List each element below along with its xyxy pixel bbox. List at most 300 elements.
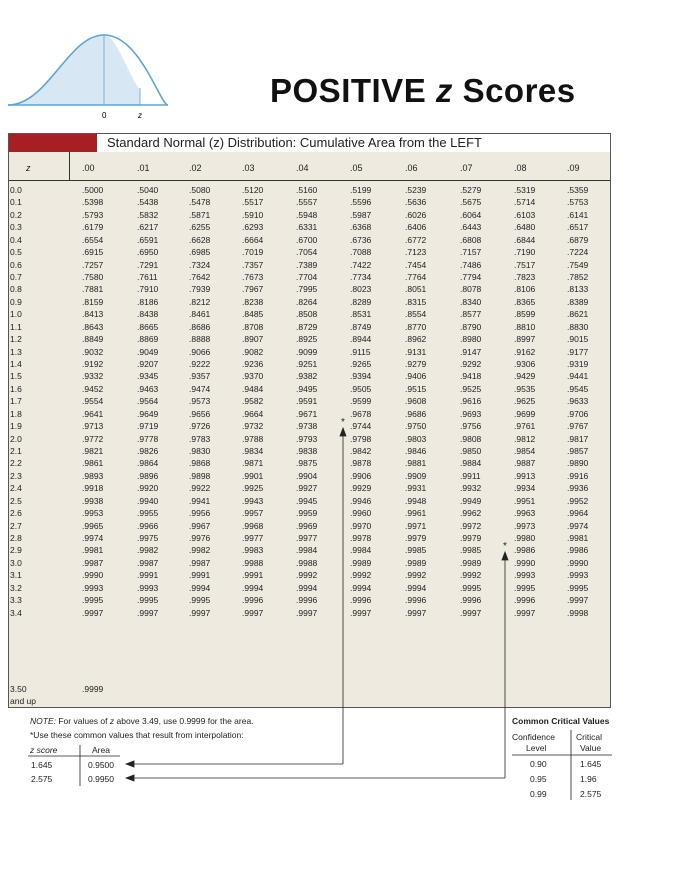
- table-cell: .9982: [189, 545, 211, 555]
- table-cell: .9980: [514, 533, 536, 543]
- table-cell: .9633: [567, 396, 589, 406]
- table-cell: .8508: [296, 309, 318, 319]
- table-cell: .9854: [514, 446, 536, 456]
- table-cell: .9332: [82, 371, 104, 381]
- table-cell: .9732: [242, 421, 264, 431]
- table-cell: .7054: [296, 247, 318, 257]
- table-cell: .9918: [82, 483, 104, 493]
- interp-area-2: 0.9950: [88, 774, 114, 784]
- table-cell: .5910: [242, 210, 264, 220]
- table-cell: .9582: [242, 396, 264, 406]
- critical-col2-b: Value: [580, 743, 602, 753]
- table-cell: .9996: [350, 595, 372, 605]
- table-cell: .9997: [405, 608, 427, 618]
- z-score-header: z score: [30, 745, 58, 755]
- table-cell: .9984: [296, 545, 318, 555]
- table-cell: .9929: [350, 483, 372, 493]
- table-cell: .9988: [296, 558, 318, 568]
- table-cell: .9049: [137, 347, 159, 357]
- table-cell: .9306: [514, 359, 536, 369]
- last-row-z-suffix: and up: [10, 696, 36, 706]
- table-cell: .9726: [189, 421, 211, 431]
- table-cell: .9984: [350, 545, 372, 555]
- table-cell: .9995: [189, 595, 211, 605]
- table-cell: .5438: [137, 197, 159, 207]
- table-cell: .9994: [350, 583, 372, 593]
- table-cell: .9991: [137, 570, 159, 580]
- table-cell: .8133: [567, 284, 589, 294]
- table-cell: .9826: [137, 446, 159, 456]
- table-cell: .9963: [514, 508, 536, 518]
- table-cell: .5080: [189, 185, 211, 195]
- table-cell: .6844: [514, 235, 536, 245]
- row-z-value: 0.2: [10, 210, 22, 220]
- table-cell: .9772: [82, 434, 104, 444]
- table-cell: .7517: [514, 260, 536, 270]
- table-cell: .8980: [460, 334, 482, 344]
- table-cell: .9989: [405, 558, 427, 568]
- table-cell: .6255: [189, 222, 211, 232]
- table-cell: .6179: [82, 222, 104, 232]
- table-cell: .8810: [514, 322, 536, 332]
- table-cell: .8106: [514, 284, 536, 294]
- table-cell: .6517: [567, 222, 589, 232]
- table-cell: .9961: [405, 508, 427, 518]
- critical-level-2: 0.95: [530, 774, 547, 784]
- table-cell: .9997: [189, 608, 211, 618]
- table-cell: .9906: [350, 471, 372, 481]
- table-cell: .9974: [567, 521, 589, 531]
- table-cell: .9671: [296, 409, 318, 419]
- table-cell: .9955: [137, 508, 159, 518]
- table-cell: .9994: [242, 583, 264, 593]
- title-prefix: POSITIVE: [270, 72, 427, 109]
- interp-note: *Use these common values that result from interpolation:: [30, 730, 244, 740]
- table-cell: .9904: [296, 471, 318, 481]
- table-cell: .9686: [405, 409, 427, 419]
- table-cell: .7734: [350, 272, 372, 282]
- column-header: .01: [137, 163, 150, 173]
- row-z-value: 2.0: [10, 434, 22, 444]
- table-cell: .6443: [460, 222, 482, 232]
- table-cell: .9719: [137, 421, 159, 431]
- table-cell: .9992: [460, 570, 482, 580]
- critical-col1-b: Level: [526, 743, 547, 753]
- arrow-2-head-up: [502, 552, 508, 560]
- row-z-value: 3.2: [10, 583, 22, 593]
- table-cell: .8729: [296, 322, 318, 332]
- table-cell: .9783: [189, 434, 211, 444]
- table-cell: .7019: [242, 247, 264, 257]
- table-cell: .9953: [82, 508, 104, 518]
- row-z-value: 1.1: [10, 322, 22, 332]
- table-cell: .9952: [567, 496, 589, 506]
- table-cell: .9265: [350, 359, 372, 369]
- table-cell: .7642: [189, 272, 211, 282]
- table-cell: .5359: [567, 185, 589, 195]
- table-cell: .6736: [350, 235, 372, 245]
- table-cell: .5120: [242, 185, 264, 195]
- critical-col1-a: Confidence: [512, 732, 556, 742]
- table-cell: .7673: [242, 272, 264, 282]
- table-cell: .9871: [242, 458, 264, 468]
- table-cell: .9878: [350, 458, 372, 468]
- row-z-value: 0.7: [10, 272, 22, 282]
- table-cell: .9738: [296, 421, 318, 431]
- table-cell: .8686: [189, 322, 211, 332]
- table-cell: .8078: [460, 284, 482, 294]
- table-cell: .9979: [405, 533, 427, 543]
- table-cell: .9808: [460, 434, 482, 444]
- table-cell: .5279: [460, 185, 482, 195]
- table-cell: .9957: [242, 508, 264, 518]
- table-cell: .8289: [350, 297, 372, 307]
- table-cell: .9946: [350, 496, 372, 506]
- row-z-value: 0.0: [10, 185, 22, 195]
- table-cell: .9995: [137, 595, 159, 605]
- table-cell: .9608: [405, 396, 427, 406]
- row-z-value: 1.8: [10, 409, 22, 419]
- table-cell: .5948: [296, 210, 318, 220]
- table-cell: .9838: [296, 446, 318, 456]
- table-cell: .6879: [567, 235, 589, 245]
- table-cell: .9993: [514, 570, 536, 580]
- table-cell: .8665: [137, 322, 159, 332]
- last-row-value: .9999: [82, 684, 104, 694]
- table-cell: .9982: [137, 545, 159, 555]
- table-cell: .6664: [242, 235, 264, 245]
- table-cell: .9441: [567, 371, 589, 381]
- table-cell: .8365: [514, 297, 536, 307]
- table-cell: .9830: [189, 446, 211, 456]
- table-cell: .8438: [137, 309, 159, 319]
- row-z-value: 2.1: [10, 446, 22, 456]
- note-label: NOTE:: [30, 716, 56, 726]
- table-cell: .9573: [189, 396, 211, 406]
- table-cell: .7088: [350, 247, 372, 257]
- table-cell: .9207: [137, 359, 159, 369]
- critical-level-1: 0.90: [530, 759, 547, 769]
- table-cell: .9545: [567, 384, 589, 394]
- table-cell: .9991: [189, 570, 211, 580]
- table-cell: .9554: [82, 396, 104, 406]
- table-cell: .9997: [296, 608, 318, 618]
- row-z-value: 3.0: [10, 558, 22, 568]
- column-header: .03: [242, 163, 255, 173]
- table-cell: .9979: [460, 533, 482, 543]
- table-cell: .9962: [460, 508, 482, 518]
- table-cell: .8186: [137, 297, 159, 307]
- table-cell: .9995: [460, 583, 482, 593]
- table-cell: .9251: [296, 359, 318, 369]
- table-cell: .9990: [82, 570, 104, 580]
- table-cell: .7794: [460, 272, 482, 282]
- title-z: z: [435, 72, 453, 109]
- table-cell: .9756: [460, 421, 482, 431]
- table-cell: .9656: [189, 409, 211, 419]
- table-cell: .8790: [460, 322, 482, 332]
- table-cell: .8238: [242, 297, 264, 307]
- column-header: .06: [405, 163, 418, 173]
- row-z-value: 3.4: [10, 608, 22, 618]
- table-cell: .9951: [514, 496, 536, 506]
- row-z-value: 2.9: [10, 545, 22, 555]
- table-cell: .9803: [405, 434, 427, 444]
- column-header: .08: [514, 163, 527, 173]
- table-cell: .5040: [137, 185, 159, 195]
- last-row-z: 3.50: [10, 684, 27, 694]
- table-cell: .8051: [405, 284, 427, 294]
- table-cell: .9974: [82, 533, 104, 543]
- table-cell: .7324: [189, 260, 211, 270]
- table-cell: .6591: [137, 235, 159, 245]
- table-cell: .8531: [350, 309, 372, 319]
- table-cell: .8212: [189, 297, 211, 307]
- table-cell: .6331: [296, 222, 318, 232]
- table-cell: .6772: [405, 235, 427, 245]
- table-cell: .9994: [296, 583, 318, 593]
- table-cell: .9987: [137, 558, 159, 568]
- table-cell: .9990: [567, 558, 589, 568]
- table-cell: .9932: [460, 483, 482, 493]
- table-cell: .6103: [514, 210, 536, 220]
- table-cell: .9279: [405, 359, 427, 369]
- table-cell: .5000: [82, 185, 104, 195]
- table-cell: .9406: [405, 371, 427, 381]
- table-cell: .9699: [514, 409, 536, 419]
- table-cell: .8577: [460, 309, 482, 319]
- row-z-value: 1.5: [10, 371, 22, 381]
- title-suffix: Scores: [462, 72, 576, 109]
- table-cell: .9788: [242, 434, 264, 444]
- table-cell: .8944: [350, 334, 372, 344]
- table-cell: .9115: [350, 347, 371, 357]
- table-cell: .8023: [350, 284, 372, 294]
- table-cell: .9987: [189, 558, 211, 568]
- table-cell: .9616: [460, 396, 482, 406]
- table-cell: .8461: [189, 309, 211, 319]
- table-cell: .9916: [567, 471, 589, 481]
- table-cell: .9993: [137, 583, 159, 593]
- table-cell: .9940: [137, 496, 159, 506]
- table-cell: .9964: [567, 508, 589, 518]
- table-cell: .9922: [189, 483, 211, 493]
- table-cell: .9192: [82, 359, 104, 369]
- table-cell: .8621: [567, 309, 589, 319]
- table-cell: .7910: [137, 284, 159, 294]
- table-cell: .9898: [189, 471, 211, 481]
- table-cell: .8770: [405, 322, 427, 332]
- table-cell: .9934: [514, 483, 536, 493]
- row-z-value: 2.5: [10, 496, 22, 506]
- note-text-b: above 3.49, use 0.9999 for the area.: [116, 716, 254, 726]
- table-cell: .5239: [405, 185, 427, 195]
- table-cell: .8159: [82, 297, 104, 307]
- table-cell: .7939: [189, 284, 211, 294]
- table-cell: .9945: [296, 496, 318, 506]
- table-cell: .9881: [405, 458, 427, 468]
- column-header: .00: [82, 163, 95, 173]
- table-cell: .9857: [567, 446, 589, 456]
- table-cell: .5871: [189, 210, 211, 220]
- table-cell: .9996: [514, 595, 536, 605]
- interp-star-2: *: [503, 541, 507, 552]
- row-z-value: 2.4: [10, 483, 22, 493]
- table-cell: .7422: [350, 260, 372, 270]
- table-cell: .9977: [242, 533, 264, 543]
- table-cell: .9429: [514, 371, 536, 381]
- table-cell: .8708: [242, 322, 264, 332]
- table-cell: .9345: [137, 371, 159, 381]
- table-cell: .9975: [137, 533, 159, 543]
- table-cell: .8485: [242, 309, 264, 319]
- table-cell: .5160: [296, 185, 318, 195]
- critical-value-1: 1.645: [580, 759, 602, 769]
- table-cell: .9997: [242, 608, 264, 618]
- table-cell: .9941: [189, 496, 211, 506]
- table-cell: .7995: [296, 284, 318, 294]
- table-cell: .9750: [405, 421, 427, 431]
- table-cell: .9452: [82, 384, 104, 394]
- interp-z-1: 1.645: [31, 760, 53, 770]
- table-cell: .9778: [137, 434, 159, 444]
- row-z-value: 1.9: [10, 421, 22, 431]
- table-cell: .7704: [296, 272, 318, 282]
- table-cell: .9767: [567, 421, 589, 431]
- table-cell: .9798: [350, 434, 372, 444]
- row-z-value: 0.3: [10, 222, 22, 232]
- table-cell: .6985: [189, 247, 211, 257]
- table-cell: .9949: [460, 496, 482, 506]
- critical-value-2: 1.96: [580, 774, 597, 784]
- table-cell: .9890: [567, 458, 589, 468]
- table-cell: .9909: [405, 471, 427, 481]
- table-cell: .9177: [567, 347, 589, 357]
- table-cell: .7224: [567, 247, 589, 257]
- table-cell: .8830: [567, 322, 589, 332]
- table-cell: .9985: [460, 545, 482, 555]
- table-cell: .9977: [296, 533, 318, 543]
- table-cell: .9357: [189, 371, 211, 381]
- table-cell: .9993: [567, 570, 589, 580]
- table-cell: .9032: [82, 347, 104, 357]
- row-z-value: 3.1: [10, 570, 22, 580]
- critical-level-3: 0.99: [530, 789, 547, 799]
- table-cell: .9978: [350, 533, 372, 543]
- table-cell: .9505: [350, 384, 372, 394]
- table-cell: .8888: [189, 334, 211, 344]
- table-cell: .9997: [82, 608, 104, 618]
- table-cell: .9948: [405, 496, 427, 506]
- table-cell: .6700: [296, 235, 318, 245]
- table-cell: .9864: [137, 458, 159, 468]
- table-cell: .9236: [242, 359, 264, 369]
- table-cell: .9996: [296, 595, 318, 605]
- table-cell: .5596: [350, 197, 372, 207]
- table-cell: .7852: [567, 272, 589, 282]
- table-cell: .5675: [460, 197, 482, 207]
- row-z-value: 0.8: [10, 284, 22, 294]
- table-cell: .9641: [82, 409, 104, 419]
- row-z-value: 0.9: [10, 297, 22, 307]
- table-cell: .9599: [350, 396, 372, 406]
- table-cell: .9761: [514, 421, 536, 431]
- table-cell: .8925: [296, 334, 318, 344]
- table-cell: .9525: [460, 384, 482, 394]
- arrow-1-head-up: [340, 428, 346, 436]
- table-cell: .9936: [567, 483, 589, 493]
- table-cell: .9998: [567, 608, 589, 618]
- table-cell: .9965: [82, 521, 104, 531]
- table-cell: .6141: [567, 210, 589, 220]
- table-cell: .9994: [405, 583, 427, 593]
- table-cell: .9996: [460, 595, 482, 605]
- table-cell: .9564: [137, 396, 159, 406]
- table-cell: .9943: [242, 496, 264, 506]
- table-cell: .9993: [82, 583, 104, 593]
- table-cell: .9969: [296, 521, 318, 531]
- table-cell: .9996: [405, 595, 427, 605]
- table-cell: .8554: [405, 309, 427, 319]
- table-cell: .7357: [242, 260, 264, 270]
- table-cell: .5517: [242, 197, 264, 207]
- table-cell: .9664: [242, 409, 264, 419]
- table-cell: .9989: [350, 558, 372, 568]
- table-cell: .9099: [296, 347, 318, 357]
- table-cell: .9959: [296, 508, 318, 518]
- row-z-value: 1.2: [10, 334, 22, 344]
- row-z-value: 0.4: [10, 235, 22, 245]
- table-cell: .9970: [350, 521, 372, 531]
- table-cell: .9971: [405, 521, 427, 531]
- row-z-value: 0.1: [10, 197, 22, 207]
- table-cell: .9956: [189, 508, 211, 518]
- table-cell: .5636: [405, 197, 427, 207]
- table-cell: .9967: [189, 521, 211, 531]
- table-cell: .7611: [137, 272, 158, 282]
- table-cell: .5714: [514, 197, 536, 207]
- table-cell: .9821: [82, 446, 104, 456]
- row-z-value: 3.3: [10, 595, 22, 605]
- table-cell: .9319: [567, 359, 589, 369]
- table-cell: .6808: [460, 235, 482, 245]
- table-cell: .7123: [405, 247, 427, 257]
- table-cell: .9292: [460, 359, 482, 369]
- table-cell: .6628: [189, 235, 211, 245]
- table-cell: .9713: [82, 421, 104, 431]
- table-cell: .5832: [137, 210, 159, 220]
- table-cell: .7486: [460, 260, 482, 270]
- table-cell: .9968: [242, 521, 264, 531]
- table-cell: .9938: [82, 496, 104, 506]
- column-header: .09: [567, 163, 580, 173]
- table-cell: .9997: [137, 608, 159, 618]
- zero-label: 0: [102, 111, 107, 120]
- table-cell: .7580: [82, 272, 104, 282]
- table-cell: .9394: [350, 371, 372, 381]
- table-cell: .9983: [242, 545, 264, 555]
- table-cell: .9793: [296, 434, 318, 444]
- table-cell: .9985: [405, 545, 427, 555]
- table-cell: .8962: [405, 334, 427, 344]
- table-cell: .9997: [567, 595, 589, 605]
- table-cell: .9981: [567, 533, 589, 543]
- table-cell: .9994: [189, 583, 211, 593]
- header-band-text: Standard Normal (z) Distribution: Cumulative Area from the LEFT: [107, 135, 482, 150]
- table-cell: .8315: [405, 297, 427, 307]
- z-column-header: z: [26, 163, 31, 173]
- row-z-value: 1.7: [10, 396, 22, 406]
